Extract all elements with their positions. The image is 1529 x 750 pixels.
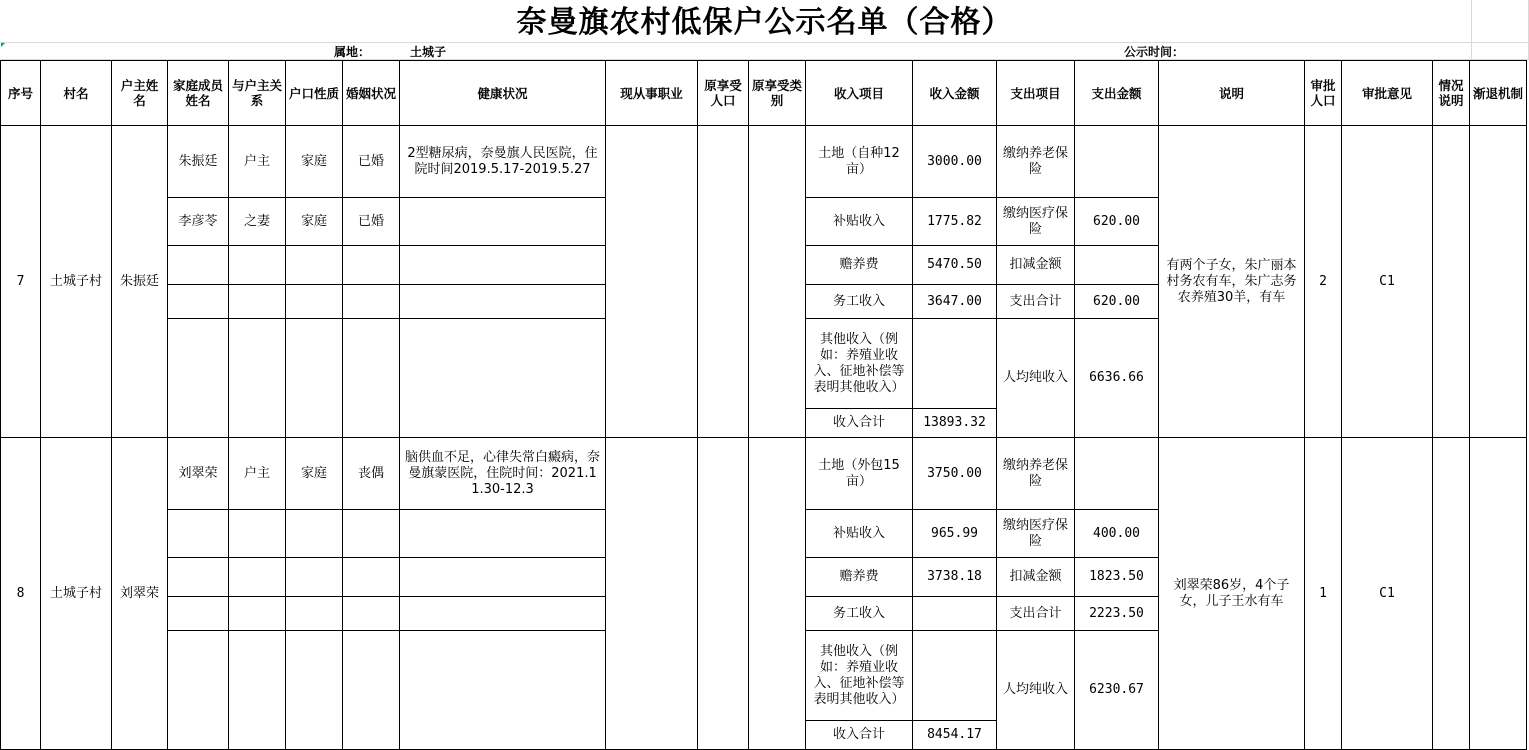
member-hukou: 家庭 (286, 198, 343, 246)
member-health: 2型糖尿病，奈曼旗人民医院，住院时间2019.5.17-2019.5.27 (400, 126, 606, 198)
row-number: 8 (1, 438, 41, 750)
expense-amount: 620.00 (1075, 285, 1159, 319)
expense-amount (1075, 246, 1159, 285)
income-amount: 3000.00 (913, 126, 997, 198)
member-hukou: 家庭 (286, 438, 343, 510)
member-relation (229, 285, 286, 319)
household-row (1, 126, 1527, 198)
member-relation: 户主 (229, 438, 286, 510)
household-note: 刘翠荣86岁，4个子女，儿子王水有车 (1159, 438, 1305, 750)
header-cell: 说明 (1159, 61, 1305, 126)
member-relation: 户主 (229, 126, 286, 198)
prior-category (749, 126, 806, 438)
member-marital (343, 631, 400, 750)
expense-item: 人均纯收入 (997, 319, 1075, 438)
member-hukou (286, 631, 343, 750)
header-cell: 支出金额 (1075, 61, 1159, 126)
income-amount: 3738.18 (913, 558, 997, 597)
header-cell: 原享受类别 (749, 61, 806, 126)
relief-list-table (0, 60, 1527, 750)
income-amount (913, 631, 997, 721)
village-name: 土城子村 (41, 438, 112, 750)
member-marital: 已婚 (343, 198, 400, 246)
expense-amount (1075, 438, 1159, 510)
header-cell: 原享受人口 (698, 61, 749, 126)
header-cell: 户主姓名 (112, 61, 168, 126)
income-amount: 1775.82 (913, 198, 997, 246)
income-amount: 13893.32 (913, 409, 997, 438)
header-cell: 收入项目 (806, 61, 913, 126)
member-name (168, 597, 229, 631)
locality-label: 属地： (334, 45, 371, 59)
income-item: 收入合计 (806, 721, 913, 750)
header-cell: 婚姻状况 (343, 61, 400, 126)
prior-population (698, 438, 749, 750)
member-relation (229, 597, 286, 631)
income-amount (913, 319, 997, 409)
prior-population (698, 126, 749, 438)
income-item: 补贴收入 (806, 198, 913, 246)
member-health (400, 631, 606, 750)
income-amount: 3750.00 (913, 438, 997, 510)
situation-note (1433, 438, 1470, 750)
member-hukou (286, 558, 343, 597)
member-health (400, 597, 606, 631)
member-health (400, 319, 606, 438)
income-amount (913, 597, 997, 631)
head-name: 刘翠荣 (112, 438, 168, 750)
income-amount: 8454.17 (913, 721, 997, 750)
page-title: 奈曼旗农村低保户公示名单（合格） (516, 5, 1013, 40)
expense-amount (1075, 126, 1159, 198)
expense-amount: 6636.66 (1075, 319, 1159, 438)
income-item: 务工收入 (806, 597, 913, 631)
expense-item: 缴纳医疗保险 (997, 198, 1075, 246)
phase-out-mechanism (1470, 438, 1527, 750)
member-name: 刘翠荣 (168, 438, 229, 510)
member-relation (229, 246, 286, 285)
member-name (168, 558, 229, 597)
income-item: 收入合计 (806, 409, 913, 438)
member-name: 李彦苓 (168, 198, 229, 246)
member-marital (343, 319, 400, 438)
member-marital: 丧偶 (343, 438, 400, 510)
member-occupation (606, 126, 698, 438)
header-cell: 审批意见 (1342, 61, 1433, 126)
income-item: 其他收入（例如：养殖业收入、征地补偿等表明其他收入） (806, 319, 913, 409)
member-marital (343, 510, 400, 558)
member-marital: 已婚 (343, 126, 400, 198)
expense-amount: 1823.50 (1075, 558, 1159, 597)
member-hukou (286, 285, 343, 319)
header-cell: 与户主关系 (229, 61, 286, 126)
income-item: 土地（外包15亩） (806, 438, 913, 510)
approval-opinion: C1 (1342, 438, 1433, 750)
member-health: 脑供血不足，心律失常白癜病，奈曼旗蒙医院，住院时间：2021.11.30-12.3 (400, 438, 606, 510)
village-name: 土城子村 (41, 126, 112, 438)
expense-item: 扣减金额 (997, 558, 1075, 597)
header-cell: 审批人口 (1305, 61, 1342, 126)
expense-item: 支出合计 (997, 285, 1075, 319)
member-name: 朱振廷 (168, 126, 229, 198)
header-cell: 户口性质 (286, 61, 343, 126)
income-item: 赡养费 (806, 558, 913, 597)
member-hukou (286, 510, 343, 558)
member-marital (343, 246, 400, 285)
member-name (168, 319, 229, 438)
member-marital (343, 558, 400, 597)
expense-item: 缴纳养老保险 (997, 126, 1075, 198)
member-relation (229, 510, 286, 558)
member-hukou (286, 319, 343, 438)
head-name: 朱振廷 (112, 126, 168, 438)
expense-amount: 6230.67 (1075, 631, 1159, 750)
expense-item: 人均纯收入 (997, 631, 1075, 750)
member-marital (343, 597, 400, 631)
approved-population: 1 (1305, 438, 1342, 750)
member-hukou (286, 246, 343, 285)
household-row (1, 438, 1527, 510)
member-relation (229, 631, 286, 750)
expense-amount: 400.00 (1075, 510, 1159, 558)
member-relation (229, 558, 286, 597)
member-name (168, 631, 229, 750)
header-cell: 收入金额 (913, 61, 997, 126)
member-health (400, 285, 606, 319)
expense-item: 支出合计 (997, 597, 1075, 631)
member-relation (229, 319, 286, 438)
income-amount: 965.99 (913, 510, 997, 558)
row-number: 7 (1, 126, 41, 438)
member-hukou (286, 597, 343, 631)
header-cell: 健康状况 (400, 61, 606, 126)
situation-note (1433, 126, 1470, 438)
member-health (400, 198, 606, 246)
member-name (168, 510, 229, 558)
member-name (168, 285, 229, 319)
income-item: 务工收入 (806, 285, 913, 319)
expense-amount: 620.00 (1075, 198, 1159, 246)
income-item: 赡养费 (806, 246, 913, 285)
expense-item: 扣减金额 (997, 246, 1075, 285)
header-cell: 支出项目 (997, 61, 1075, 126)
expense-item: 缴纳养老保险 (997, 438, 1075, 510)
header-cell: 家庭成员姓名 (168, 61, 229, 126)
publish-time-label: 公示时间： (1124, 45, 1185, 59)
expense-amount: 2223.50 (1075, 597, 1159, 631)
member-marital (343, 285, 400, 319)
header-cell: 现从事职业 (606, 61, 698, 126)
member-health (400, 510, 606, 558)
expense-item: 缴纳医疗保险 (997, 510, 1075, 558)
income-amount: 5470.50 (913, 246, 997, 285)
prior-category (749, 438, 806, 750)
member-name (168, 246, 229, 285)
phase-out-mechanism (1470, 126, 1527, 438)
header-cell: 情况说明 (1433, 61, 1470, 126)
member-hukou: 家庭 (286, 126, 343, 198)
member-relation: 之妻 (229, 198, 286, 246)
header-cell: 村名 (41, 61, 112, 126)
approved-population: 2 (1305, 126, 1342, 438)
header-row (1, 61, 1527, 126)
approval-opinion: C1 (1342, 126, 1433, 438)
member-health (400, 558, 606, 597)
income-item: 土地（自种12亩） (806, 126, 913, 198)
household-note: 有两个子女，朱广丽本村务农有车，朱广志务农养殖30羊，有车 (1159, 126, 1305, 438)
member-health (400, 246, 606, 285)
header-cell: 渐退机制 (1470, 61, 1527, 126)
income-item: 补贴收入 (806, 510, 913, 558)
locality-value: 土城子 (410, 45, 447, 59)
income-amount: 3647.00 (913, 285, 997, 319)
header-cell: 序号 (1, 61, 41, 126)
income-item: 其他收入（例如：养殖业收入、征地补偿等表明其他收入） (806, 631, 913, 721)
member-occupation (606, 438, 698, 750)
